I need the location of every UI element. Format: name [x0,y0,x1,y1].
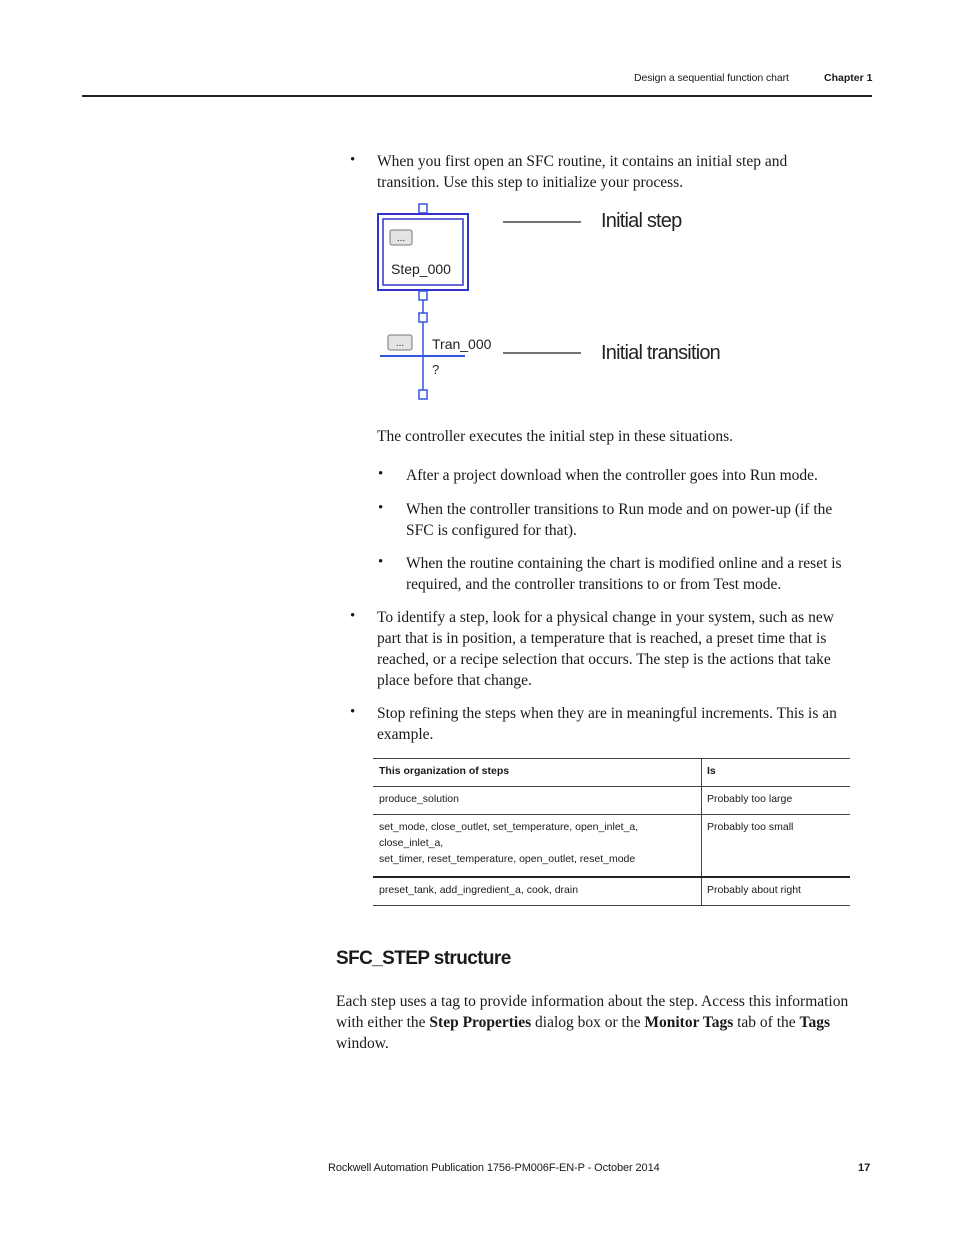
bullet-text-line: example. [377,726,434,743]
callout-label-step: Initial step [601,210,682,232]
table-cell: preset_tank, add_ingredient_a, cook, drain [379,884,579,896]
transition-condition: ? [432,362,440,377]
bullet-text-line: After a project download when the controller goes into Run mode. [406,467,818,484]
table-header-cell: Is [707,765,716,777]
transition-bottom-connector [419,390,427,399]
sfc-initial-diagram [370,200,730,406]
bullet-text-line: To identify a step, look for a physical change in your system, such as new [377,609,834,626]
table-cell-line: set_timer, reset_temperature, open_outlet, reset_mode [379,853,636,865]
paragraph-text: with either the [336,1014,430,1031]
bullet-text-line: SFC is configured for that). [406,522,577,539]
paragraph-line [336,1012,876,1033]
step-ellipsis-label: ... [396,233,406,244]
situation-item [406,553,876,595]
callout-label-transition: Initial transition [601,342,720,364]
transition-ellipsis-label: ... [395,338,405,349]
bullet-icon: • [350,152,356,168]
bullet-icon: • [350,704,356,720]
table-cell: Probably about right [707,884,801,896]
bullet-text-line: transition. Use this step to initialize your process. [377,174,684,191]
table-cell [379,819,699,867]
bullet-icon: • [378,466,384,482]
section-paragraph [336,991,876,1054]
table-header-cell: This organization of steps [379,765,510,777]
bullet-icon: • [350,608,356,624]
transition-top-connector [419,313,427,322]
section-heading: SFC_STEP structure [336,948,511,969]
situations-intro: The controller executes the initial step in these situations. [377,428,733,445]
table-cell-line: set_mode, close_outlet, set_temperature, open_inlet_a, close_inlet_a, [379,821,639,849]
situation-item [406,499,876,541]
bullet-text-line: When the controller transitions to Run mode and on power-up (if the [406,501,833,518]
bullet-text-line: When the routine containing the chart is modified online and a reset is [406,555,842,572]
bullet-identify-step [377,607,867,691]
ui-term-step-properties: Step Properties [429,1014,532,1031]
step-granularity-table [373,758,850,906]
table-cell: Probably too small [707,821,794,833]
paragraph-line: Each step uses a tag to provide information about the step. Access this information [336,993,849,1010]
table-cell: produce_solution [379,793,459,805]
bullet-icon: • [378,554,384,570]
bullet-refine-steps [377,703,867,745]
bullet-text-line: reached, or a recipe selection that occurs. The step is the actions that take [377,651,831,668]
page-number: 17 [858,1162,871,1174]
running-header-chapter: Chapter 1 [824,72,873,84]
paragraph-text: dialog box or the [531,1014,645,1031]
step-name: Step_000 [391,261,451,277]
paragraph-text: tab of the [733,1014,800,1031]
footer-publication: Rockwell Automation Publication 1756-PM006F-EN-P - October 2014 [328,1162,660,1174]
bullet-text-line: When you first open an SFC routine, it contains an initial step and [377,153,788,170]
transition-name: Tran_000 [432,336,492,352]
paragraph-line: window. [336,1035,389,1052]
table-row [373,878,850,906]
situation-item [406,465,876,486]
ui-term-tags: Tags [799,1014,830,1031]
bullet-text-line: Stop refining the steps when they are in meaningful increments. This is an [377,705,837,722]
ui-term-monitor-tags: Monitor Tags [644,1014,734,1031]
table-row [373,787,850,815]
bullet-first-open [377,151,857,193]
table-row [373,815,850,878]
header-rule [82,95,872,97]
table-cell: Probably too large [707,793,793,805]
running-header-section: Design a sequential function chart [634,72,789,84]
table-header-row [373,759,850,787]
bullet-text-line: required, and the controller transitions to or from Test mode. [406,576,782,593]
bullet-text-line: part that is in position, a temperature that is reached, a preset time that is [377,630,827,647]
bullet-text-line: place before that change. [377,672,532,689]
bullet-icon: • [378,500,384,516]
step-bottom-connector [419,291,427,300]
step-top-connector [419,204,427,213]
